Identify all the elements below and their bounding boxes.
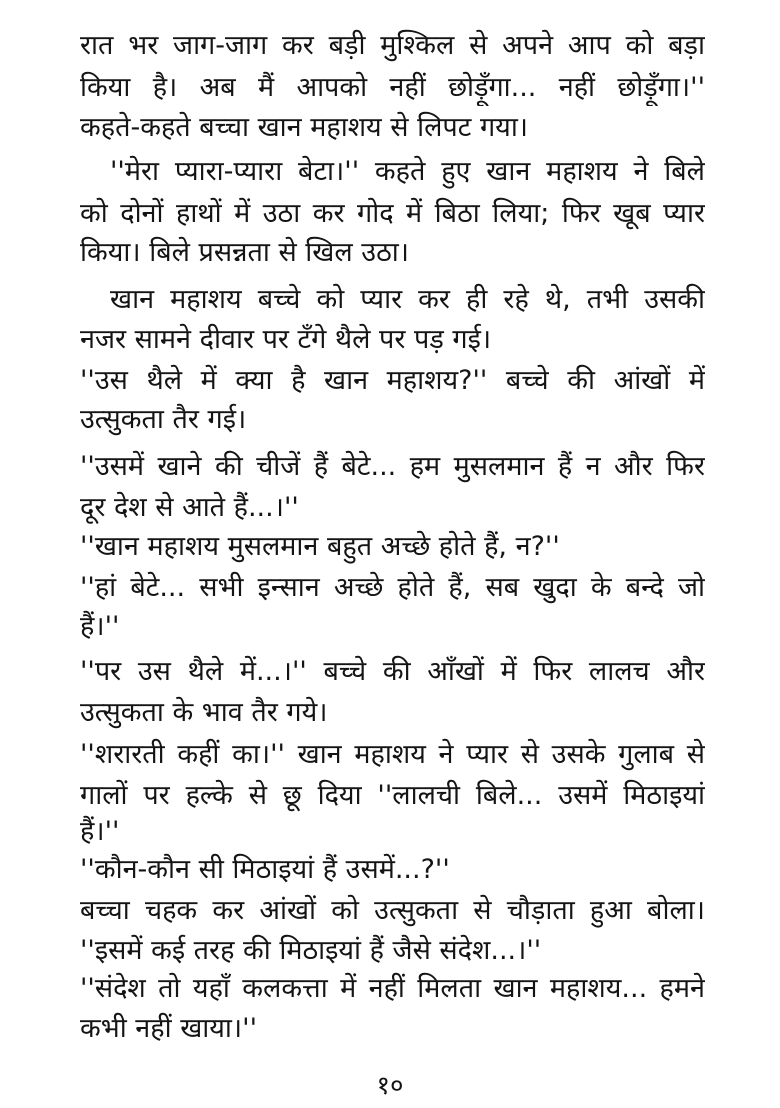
text-line: ''शरारती कहीं का।'' खान महाशय ने प्यार से उसके गुलाब से	[80, 739, 705, 770]
text-line: ''उसमें खाने की चीजें हैं बेटे... हम मुसलमान हैं न और फिर	[80, 451, 705, 482]
text-line: दूर देश से आते हैं...।''	[80, 492, 299, 523]
text-line: रात भर जाग-जाग कर बड़ी मुश्किल से अपने आप को बड़ा	[80, 30, 705, 61]
text-line: उत्सुकता तैर गई।	[80, 404, 247, 435]
text-line: हैं।''	[80, 611, 120, 642]
text-line: किया है। अब मैं आपको नहीं छोड़ूँगा... नहीं छोड़ूँगा।''	[80, 72, 705, 103]
text-line: किया। बिले प्रसन्नता से खिल उठा।	[80, 237, 409, 268]
text-line: ''उस थैले में क्या है खान महाशय?'' बच्चे की आंखों में	[80, 365, 705, 396]
text-line: ''कौन-कौन सी मिठाइयां हैं उसमें...?''	[80, 854, 450, 885]
text-line: ''हां बेटे... सभी इन्सान अच्छे होते हैं, सब खुदा के बन्दे जो	[80, 572, 705, 603]
text-line: ''पर उस थैले में...।'' बच्चे की आँखों में फिर लालच और	[80, 656, 705, 687]
page-number: १०	[376, 1071, 404, 1101]
text-line: खान महाशय बच्चे को प्यार कर ही रहे थे, तभी उसकी	[110, 284, 705, 315]
text-line: नजर सामने दीवार पर टँगे थैले पर पड़ गई।	[80, 324, 492, 355]
text-line: कहते-कहते बच्चा खान महाशय से लिपट गया।	[80, 112, 529, 143]
text-line: कभी नहीं खाया।''	[80, 1013, 257, 1044]
text-line: को दोनों हाथों में उठा कर गोद में बिठा लिया; फिर खूब प्यार	[80, 198, 705, 229]
text-line: ''खान महाशय मुसलमान बहुत अच्छे होते हैं, न?''	[80, 531, 560, 562]
text-line: हैं।''	[80, 816, 120, 847]
text-line: ''संदेश तो यहाँ कलकत्ता में नहीं मिलता खान महाशय... हमने	[80, 973, 705, 1004]
text-line: ''मेरा प्यारा-प्यारा बेटा।'' कहते हुए खान महाशय ने बिले	[110, 156, 705, 187]
text-line: बच्चा चहक कर आंखों को उत्सुकता से चौड़ाता हुआ बोला।	[80, 895, 705, 926]
text-line: गालों पर हल्के से छू दिया ''लालची बिले... उसमें मिठाइयां	[80, 780, 705, 811]
text-line: उत्सुकता के भाव तैर गये।	[80, 697, 328, 728]
text-line: ''इसमें कई तरह की मिठाइयां हैं जैसे संदेश...।''	[80, 935, 542, 966]
